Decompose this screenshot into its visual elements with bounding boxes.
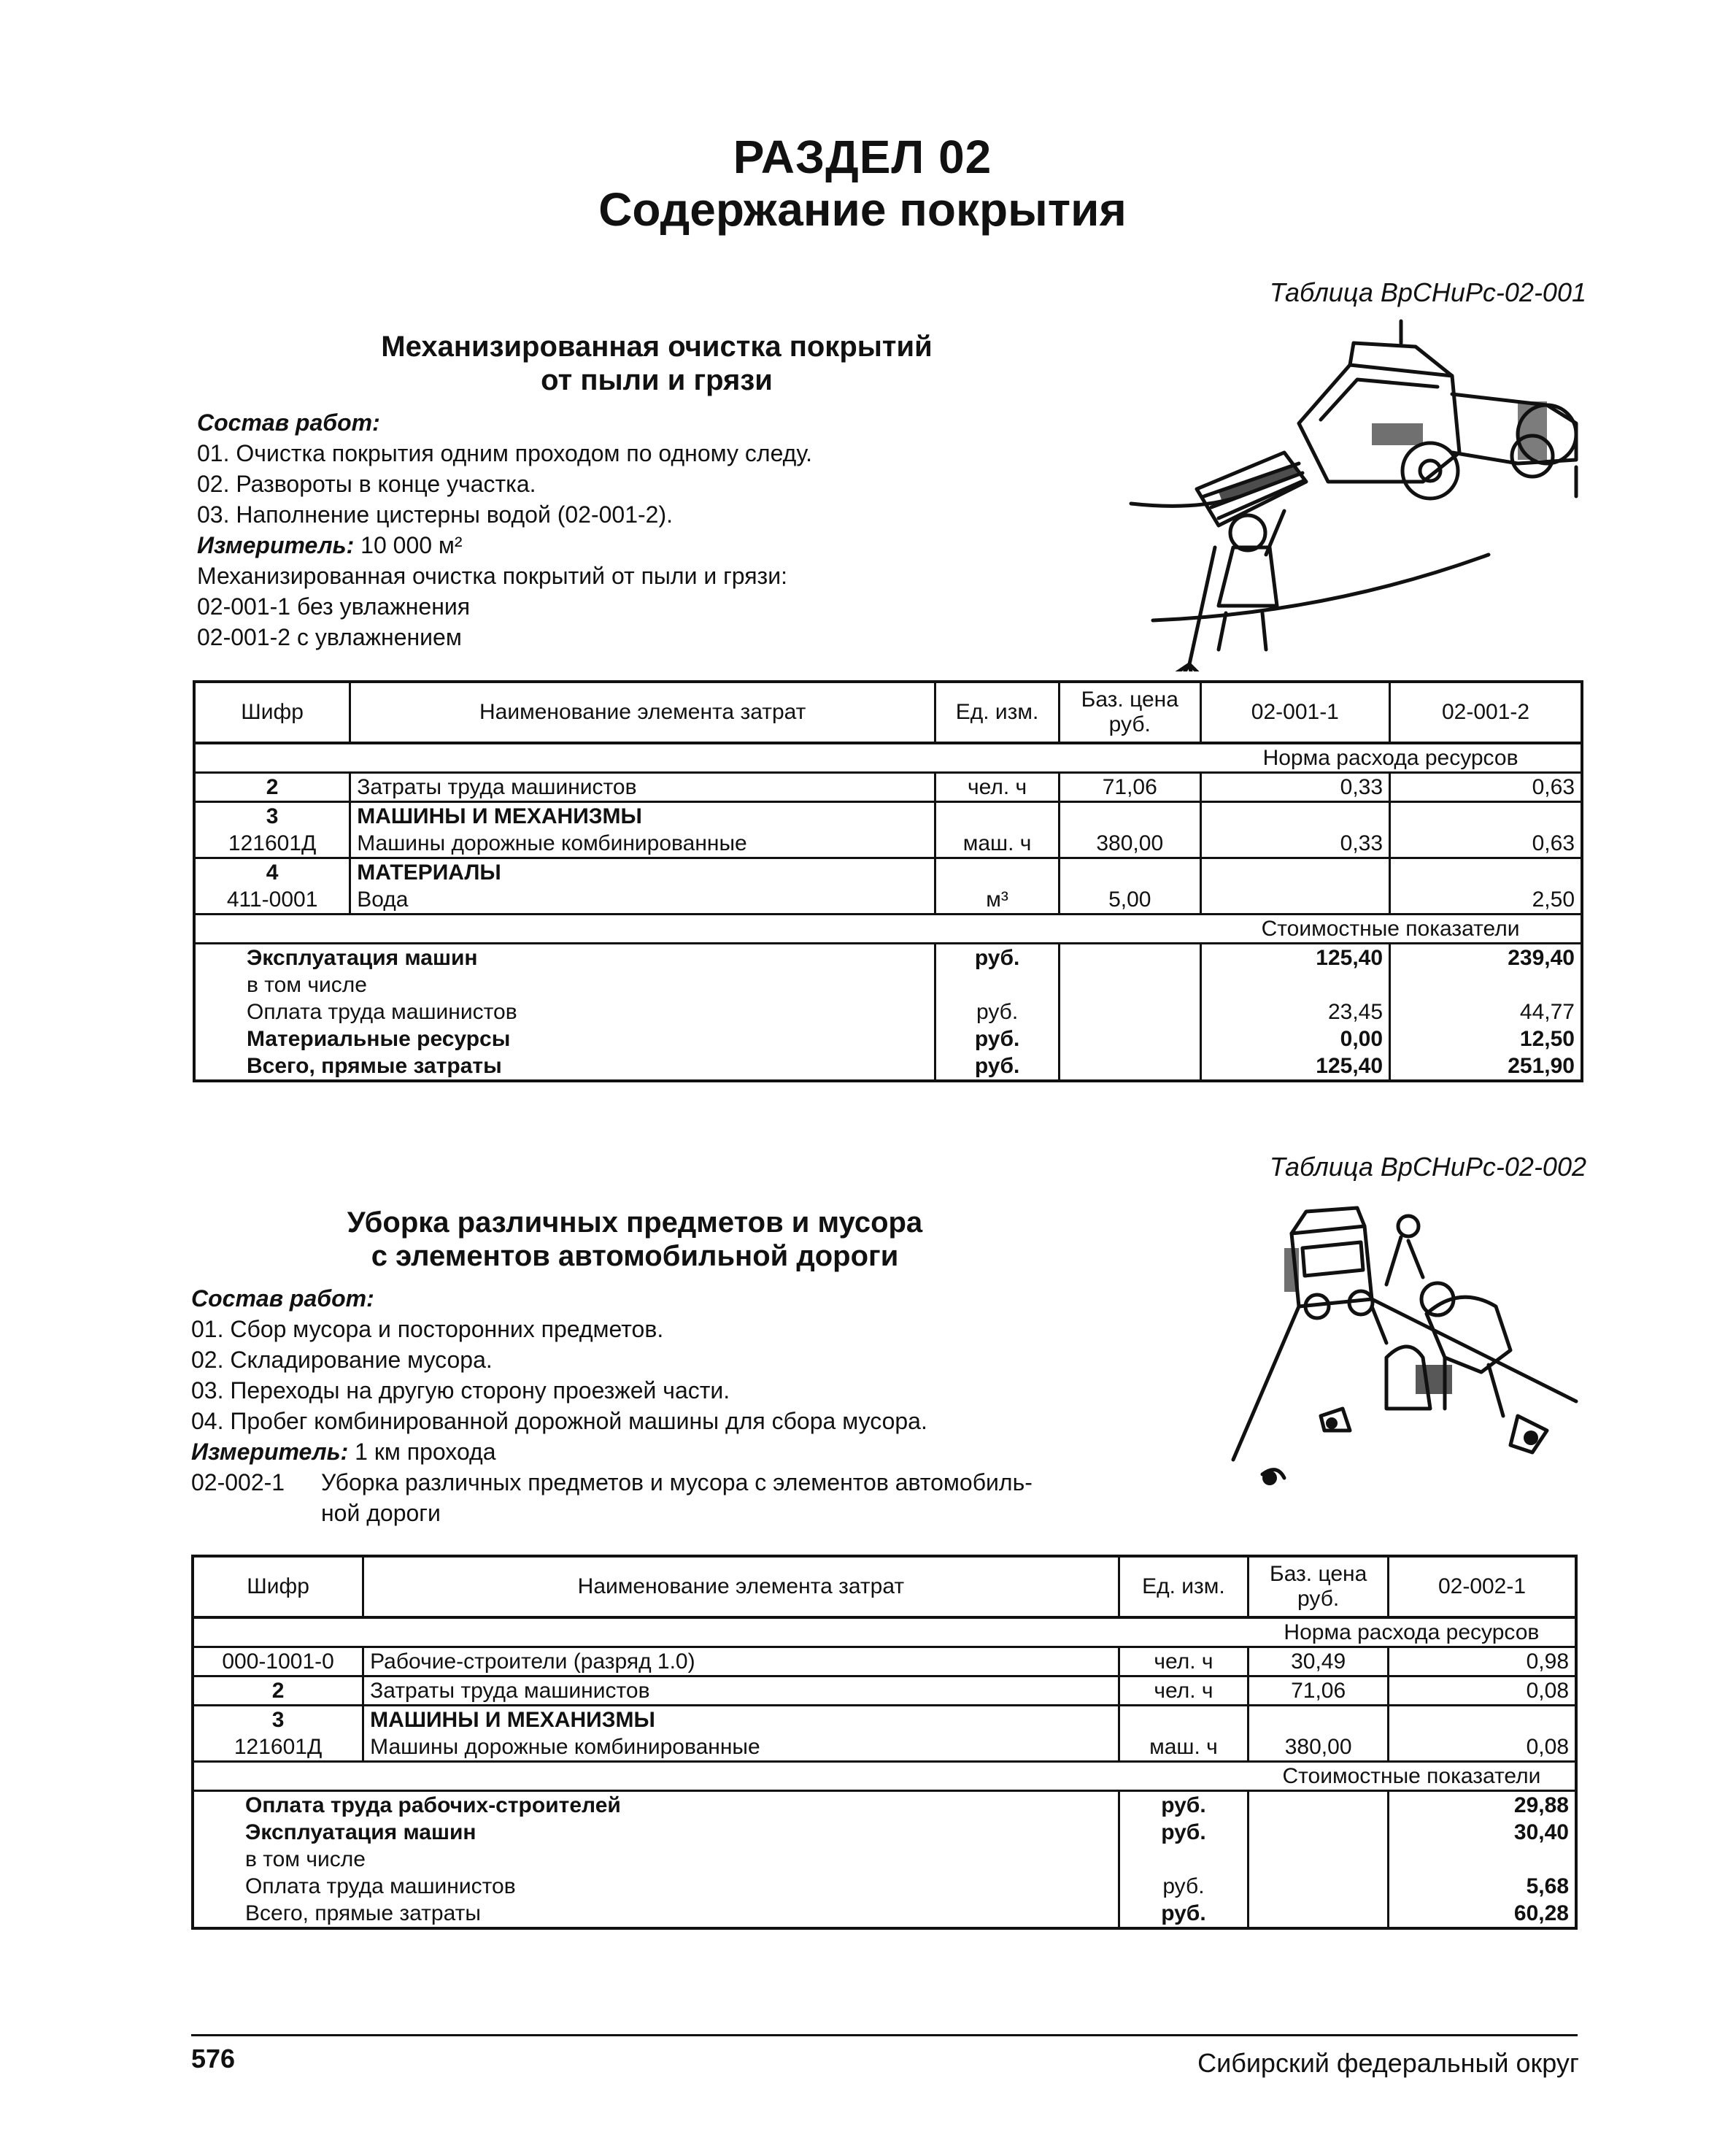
cell-empty (1059, 1025, 1200, 1052)
table1-ref: Таблица ВрСНиРс-02-001 (1269, 277, 1586, 307)
cost-unit: руб. (1119, 1873, 1249, 1900)
work-item: 01. Очистка покрытия одним проходом по одному следу. (197, 440, 813, 466)
description-text: Механизированная очистка покрытий от пыли и грязи: (197, 563, 787, 589)
cell-empty (935, 802, 1060, 831)
cell-empty (1249, 1819, 1389, 1846)
table1-grid (193, 680, 1583, 1082)
cell-empty (1119, 1846, 1249, 1873)
cell-code: 2 (194, 773, 350, 802)
variant-item: 02-001-1 без увлажнения (197, 593, 471, 620)
cost-value: 125,40 (1200, 1052, 1389, 1081)
col-header-unit: Ед. изм. (1119, 1556, 1249, 1617)
footer-rule (191, 2034, 1578, 2036)
cell-name: МАШИНЫ И МЕХАНИЗМЫ (350, 802, 935, 831)
cost-value: 44,77 (1390, 998, 1582, 1025)
work-item: 03. Переходы на другую сторону проезжей части. (191, 1377, 730, 1404)
cost-name: Оплата труда машинистов (193, 1873, 1119, 1900)
cell-empty (1200, 802, 1389, 831)
cost-name: Оплата труда машинистов (194, 998, 935, 1025)
cell-value (1200, 886, 1389, 915)
cell-empty (1059, 944, 1200, 972)
cell-name: МАТЕРИАЛЫ (350, 858, 935, 887)
cell-empty (1059, 971, 1200, 998)
cell-name: Рабочие-строители (разряд 1.0) (363, 1647, 1119, 1676)
variant-text-line: Уборка различных предметов и мусора с элементов автомобиль- (321, 1469, 1033, 1495)
cell-name: Машины дорожные комбинированные (350, 830, 935, 858)
table-row (194, 830, 1582, 858)
page-number: 576 (191, 2044, 236, 2074)
cell-code: 121601Д (193, 1733, 363, 1762)
table1-title-line2: от пыли и грязи (541, 364, 773, 396)
col-header-variant1: 02-002-1 (1389, 1556, 1577, 1617)
table-row (194, 802, 1582, 831)
measure-line (191, 1436, 1227, 1467)
table2-title-line2: с элементов автомобильной дороги (371, 1240, 899, 1272)
cost-name: Эксплуатация машин (194, 944, 935, 972)
cell-empty (1119, 1706, 1249, 1734)
table-row (193, 1706, 1576, 1734)
caption-spacer (193, 1617, 1249, 1647)
col-header-name: Наименование элемента затрат (363, 1556, 1119, 1617)
cost-value: 125,40 (1200, 944, 1389, 972)
cell-value: 0,08 (1389, 1733, 1577, 1762)
section-title: Содержание покрытия (598, 183, 1127, 236)
cell-price: 5,00 (1059, 886, 1200, 915)
cell-value: 0,98 (1389, 1647, 1577, 1676)
work-item: 03. Наполнение цистерны водой (02-001-2). (197, 501, 673, 528)
variant-code: 02-002-1 (191, 1469, 285, 1495)
cell-price: 71,06 (1249, 1676, 1389, 1706)
cost-name: Всего, прямые затраты (194, 1052, 935, 1081)
cell-empty (1249, 1873, 1389, 1900)
col-header-variant2: 02-001-2 (1390, 682, 1582, 743)
col-header-price: Баз. цена руб. (1059, 682, 1200, 743)
cell-code: 3 (194, 802, 350, 831)
cell-empty (1249, 1706, 1389, 1734)
cell-code: 000-1001-0 (193, 1647, 363, 1676)
section-number: РАЗДЕЛ 02 (733, 131, 992, 183)
col-header-variant1: 02-001-1 (1200, 682, 1389, 743)
cost-value: 239,40 (1390, 944, 1582, 972)
col-header-unit: Ед. изм. (935, 682, 1060, 743)
cell-empty (1059, 1052, 1200, 1081)
cell-code: 4 (194, 858, 350, 887)
work-item: 02. Складирование мусора. (191, 1347, 493, 1373)
table-row (193, 1647, 1576, 1676)
table2-grid (191, 1555, 1578, 1930)
col-header-name: Наименование элемента затрат (350, 682, 935, 743)
cell-code: 3 (193, 1706, 363, 1734)
caption-spacer (194, 915, 1200, 944)
table-row (194, 773, 1582, 802)
cost-value: 30,40 (1389, 1819, 1577, 1846)
cell-price: 380,00 (1059, 830, 1200, 858)
cell-name: МАШИНЫ И МЕХАНИЗМЫ (363, 1706, 1119, 1734)
table2-title (234, 1206, 1036, 1273)
cost-value: 12,50 (1390, 1025, 1582, 1052)
cell-price: 71,06 (1059, 773, 1200, 802)
variant-text (321, 1467, 1033, 1528)
cost-value: 0,00 (1200, 1025, 1389, 1052)
cost-caption: Стоимостные показатели (1249, 1762, 1576, 1791)
cost-row (194, 971, 1582, 998)
measure-value: 1 км прохода (348, 1439, 496, 1465)
cost-value: 60,28 (1389, 1900, 1577, 1928)
cost-name: Всего, прямые затраты (193, 1900, 1119, 1928)
table1-title (292, 330, 1022, 397)
cell-empty (1249, 1791, 1389, 1820)
cost-name: в том числе (194, 971, 935, 998)
caption-spacer (193, 1762, 1249, 1791)
cell-value: 0,33 (1200, 830, 1389, 858)
cost-unit: руб. (935, 1052, 1060, 1081)
table1-description (197, 407, 1182, 652)
variant-item: 02-001-2 с увлажнением (197, 624, 462, 650)
cell-code: 121601Д (194, 830, 350, 858)
cell-price: 30,49 (1249, 1647, 1389, 1676)
norm-caption: Норма расхода ресурсов (1200, 743, 1582, 773)
cell-unit: чел. ч (935, 773, 1060, 802)
cell-name: Машины дорожные комбинированные (363, 1733, 1119, 1762)
debris-collection-illustration (1168, 1197, 1591, 1504)
cell-unit: маш. ч (1119, 1733, 1249, 1762)
cost-unit: руб. (935, 998, 1060, 1025)
table2-description (191, 1283, 1227, 1528)
cell-empty (1390, 971, 1582, 998)
cost-row (194, 944, 1582, 972)
cell-name: Затраты труда машинистов (350, 773, 935, 802)
cell-value: 2,50 (1390, 886, 1582, 915)
cell-empty (1249, 1846, 1389, 1873)
cost-caption: Стоимостные показатели (1200, 915, 1582, 944)
cell-name: Вода (350, 886, 935, 915)
cell-empty (935, 858, 1060, 887)
cell-value: 0,63 (1390, 830, 1582, 858)
work-composition-label: Состав работ: (191, 1285, 374, 1312)
work-item: 01. Сбор мусора и посторонних предметов. (191, 1316, 664, 1342)
cost-unit: руб. (1119, 1791, 1249, 1820)
cost-unit: руб. (935, 1025, 1060, 1052)
table-row (193, 1676, 1576, 1706)
cell-empty (1249, 1900, 1389, 1928)
cell-empty (1200, 858, 1389, 887)
cell-empty (935, 971, 1060, 998)
cost-name: Оплата труда рабочих-строителей (193, 1791, 1119, 1820)
cost-row (193, 1873, 1576, 1900)
footer-region: Сибирский федеральный округ (1197, 2048, 1579, 2078)
variant-text-line: ной дороги (321, 1500, 441, 1526)
table2-title-line1: Уборка различных предметов и мусора (347, 1206, 923, 1239)
table-row (194, 886, 1582, 915)
measure-value: 10 000 м² (354, 532, 463, 558)
cell-empty (1200, 971, 1389, 998)
cost-row (194, 1025, 1582, 1052)
table2-ref: Таблица ВрСНиРс-02-002 (1269, 1152, 1586, 1182)
cost-name: Эксплуатация машин (193, 1819, 1119, 1846)
cost-value: 5,68 (1389, 1873, 1577, 1900)
work-item: 04. Пробег комбинированной дорожной машины для сбора мусора. (191, 1408, 927, 1434)
work-composition-label: Состав работ: (197, 409, 380, 436)
cell-empty (1390, 802, 1582, 831)
variant-item (191, 1467, 1227, 1528)
cost-value: 29,88 (1389, 1791, 1577, 1820)
cell-empty (1389, 1846, 1577, 1873)
table-row (194, 858, 1582, 887)
cell-empty (1390, 858, 1582, 887)
col-header-code: Шифр (193, 1556, 363, 1617)
table-row (193, 1733, 1576, 1762)
cost-unit: руб. (935, 944, 1060, 972)
cell-unit: м³ (935, 886, 1060, 915)
norm-caption: Норма расхода ресурсов (1249, 1617, 1576, 1647)
col-header-code: Шифр (194, 682, 350, 743)
cell-empty (1059, 998, 1200, 1025)
cell-empty (1389, 1706, 1577, 1734)
cost-row (194, 998, 1582, 1025)
cost-row (193, 1819, 1576, 1846)
cell-value: 0,08 (1389, 1676, 1577, 1706)
cell-code: 2 (193, 1676, 363, 1706)
col-header-price: Баз. цена руб. (1249, 1556, 1389, 1617)
cell-unit: чел. ч (1119, 1647, 1249, 1676)
road-sweeper-illustration (1109, 314, 1591, 671)
cell-unit: чел. ч (1119, 1676, 1249, 1706)
measure-line (197, 530, 1182, 561)
cost-row (194, 1052, 1582, 1081)
cost-unit: руб. (1119, 1819, 1249, 1846)
measure-label: Измеритель: (197, 532, 355, 558)
caption-spacer (194, 743, 1200, 773)
work-item: 02. Развороты в конце участка. (197, 471, 536, 497)
cost-value: 23,45 (1200, 998, 1389, 1025)
cell-value: 0,33 (1200, 773, 1389, 802)
cell-unit: маш. ч (935, 830, 1060, 858)
cell-code: 411-0001 (194, 886, 350, 915)
cell-price: 380,00 (1249, 1733, 1389, 1762)
cell-name: Затраты труда машинистов (363, 1676, 1119, 1706)
cell-empty (1059, 858, 1200, 887)
cost-unit: руб. (1119, 1900, 1249, 1928)
cost-value: 251,90 (1390, 1052, 1582, 1081)
cell-value: 0,63 (1390, 773, 1582, 802)
cell-empty (1059, 802, 1200, 831)
table1-title-line1: Механизированная очистка покрытий (381, 331, 933, 363)
cost-row (193, 1846, 1576, 1873)
cost-name: Материальные ресурсы (194, 1025, 935, 1052)
cost-row (193, 1900, 1576, 1928)
cost-name: в том числе (193, 1846, 1119, 1873)
cost-row (193, 1791, 1576, 1820)
measure-label: Измеритель: (191, 1439, 349, 1465)
